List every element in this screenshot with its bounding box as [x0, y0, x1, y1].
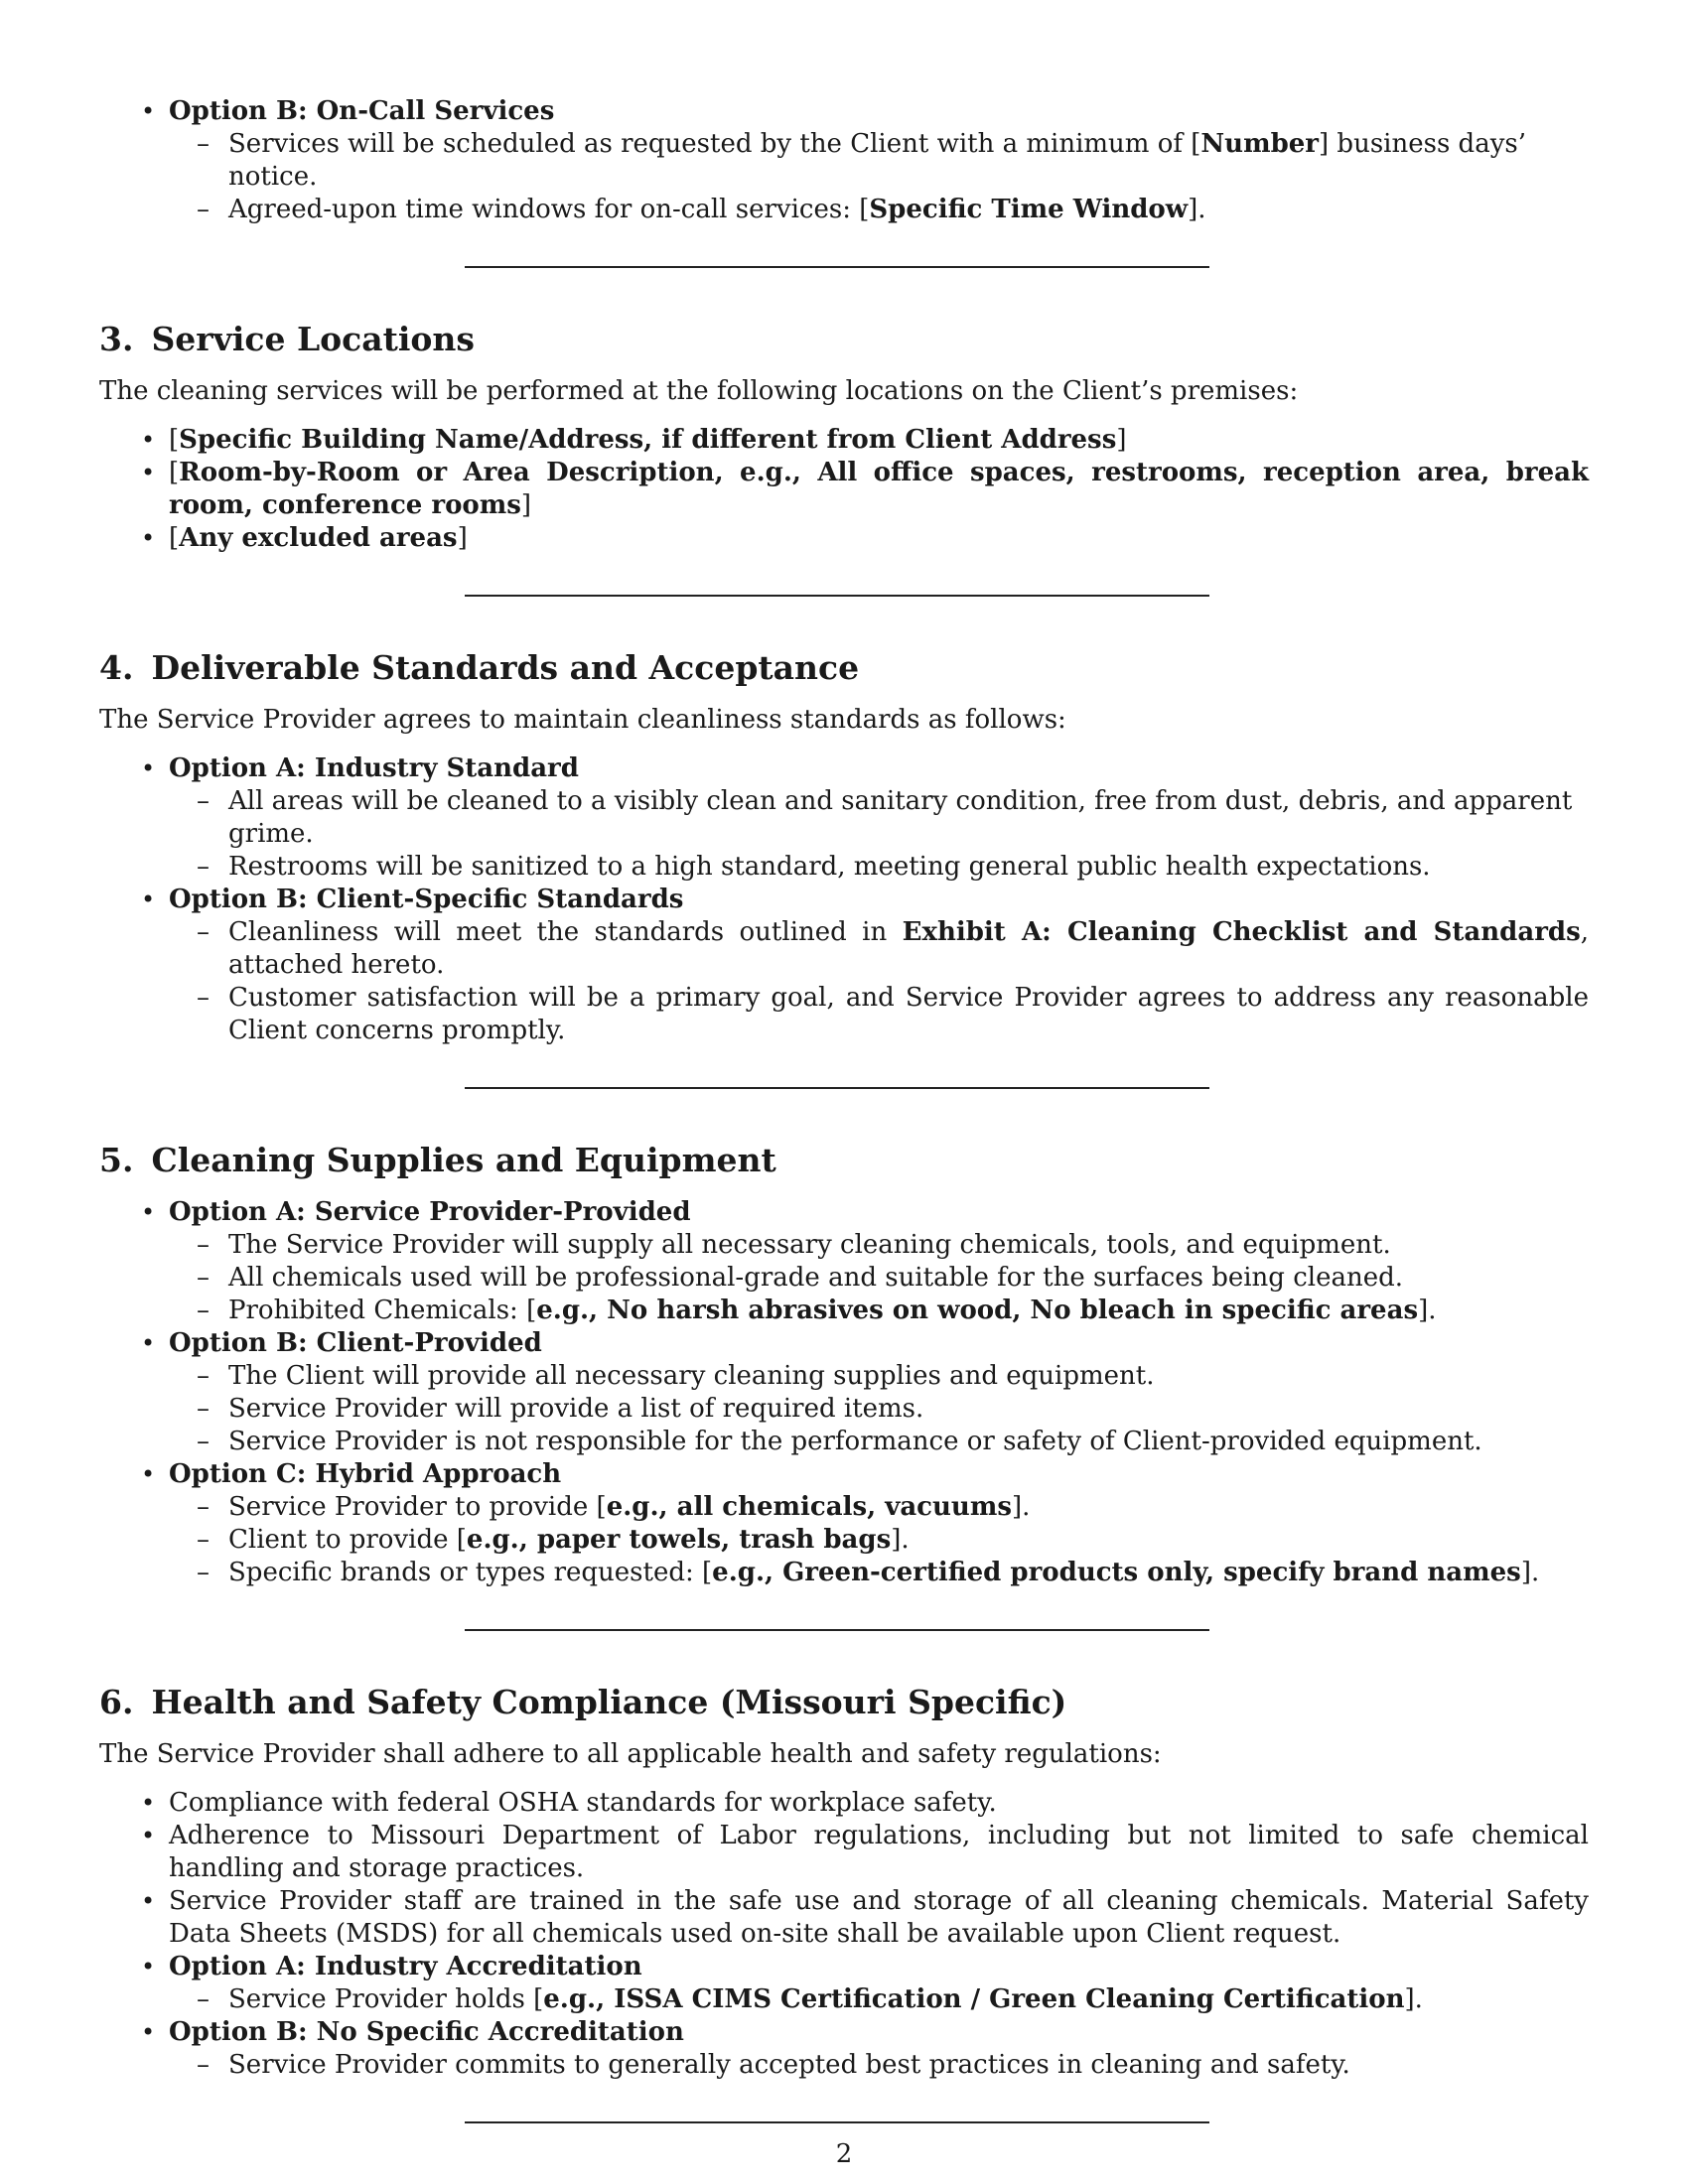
safety-item — [99, 1885, 1589, 1951]
text: ] — [520, 490, 532, 520]
option-title: Option B: Client-Provided — [169, 1328, 542, 1358]
text: Restrooms will be sanitized to a high standard, meeting general public health expectations. — [228, 852, 1431, 882]
safety-item — [99, 1787, 1589, 1820]
text: Cleanliness will meet the standards outlined in — [228, 917, 903, 947]
text: The Service Provider will supply all necessary cleaning chemicals, tools, and equipment. — [228, 1230, 1391, 1260]
sub-item — [169, 916, 1589, 982]
sub-item — [169, 2049, 1589, 2082]
bullet-icon: • — [141, 1329, 156, 1357]
text: [ — [169, 425, 180, 455]
section-heading — [99, 320, 1589, 359]
sub-item — [169, 1229, 1589, 1262]
section-number: 3. — [99, 320, 134, 358]
option-title: Option B: Client-Specific Standards — [169, 885, 684, 914]
placeholder-text: e.g., all chemicals, vacuums — [606, 1492, 1012, 1522]
sub-item — [169, 1983, 1589, 2016]
sub-item — [169, 1295, 1589, 1327]
option-title: Option A: Industry Accreditation — [169, 1952, 642, 1981]
text: ]. — [1418, 1296, 1437, 1325]
section-heading — [99, 1141, 1589, 1180]
safety-item — [99, 1820, 1589, 1885]
location-item — [99, 457, 1589, 522]
option-item — [99, 1196, 1589, 1327]
option-item — [99, 1951, 1589, 2016]
option-item — [99, 752, 1589, 884]
section-title: Health and Safety Compliance (Missouri Specific) — [151, 1683, 1067, 1721]
bullet-icon: • — [141, 459, 156, 486]
text: Prohibited Chemicals: [ — [228, 1296, 537, 1325]
dash-icon: – — [197, 1427, 210, 1456]
dash-icon: – — [197, 1525, 210, 1555]
dash-icon: – — [197, 1230, 210, 1260]
bullet-icon: • — [141, 524, 156, 552]
sub-item — [169, 1393, 1589, 1426]
text: Customer satisfaction will be a primary goal, and Service Provider agrees to address any reasonable Client concerns promptly. — [228, 983, 1589, 1045]
location-item — [99, 522, 1589, 555]
placeholder-text: Room-by-Room or Area Description, e.g., All office spaces, restrooms, reception area, break room, conference rooms — [169, 458, 1589, 520]
text: ]. — [1520, 1558, 1540, 1587]
sub-list — [169, 128, 1589, 226]
option-item — [99, 1458, 1589, 1589]
dash-icon: – — [197, 1394, 210, 1424]
sub-list — [169, 916, 1589, 1047]
dash-icon: – — [197, 983, 210, 1013]
text: Service Provider staff are trained in the safe use and storage of all cleaning chemicals. Material Safety Data Sheets (MSDS) for all chemicals used on-site shall be available upon Client request. — [169, 1886, 1589, 1949]
placeholder-text: Specific Time Window — [869, 195, 1189, 224]
bullet-icon: • — [141, 1460, 156, 1488]
text: Service Provider commits to generally accepted best practices in cleaning and safety. — [228, 2050, 1350, 2080]
option-item — [99, 884, 1589, 1047]
section-intro: The Service Provider agrees to maintain cleanliness standards as follows: — [99, 705, 1066, 735]
section-heading — [99, 1683, 1589, 1722]
placeholder-text: e.g., Green-certified products only, specify brand names — [712, 1558, 1521, 1587]
sub-item — [169, 785, 1589, 851]
text: Services will be scheduled as requested by the Client with a minimum of [ — [228, 129, 1201, 159]
dash-icon: – — [197, 1492, 210, 1522]
dash-icon: – — [197, 1984, 210, 2014]
bullet-icon: • — [141, 886, 156, 913]
option-item — [99, 1327, 1589, 1458]
text: All chemicals used will be professional-grade and suitable for the surfaces being cleaned. — [228, 1263, 1403, 1293]
option-item — [99, 2016, 1589, 2082]
option-title: Option C: Hybrid Approach — [169, 1459, 562, 1489]
sub-item — [169, 1524, 1589, 1557]
section-title: Deliverable Standards and Acceptance — [151, 648, 860, 687]
section-divider — [465, 266, 1209, 268]
text: Client to provide [ — [228, 1525, 467, 1555]
section-heading — [99, 648, 1589, 688]
text: All areas will be cleaned to a visibly clean and sanitary condition, free from dust, debris, and apparent grime. — [228, 786, 1573, 849]
text: Service Provider holds [ — [228, 1984, 544, 2014]
sub-list — [169, 785, 1589, 884]
sub-list — [169, 1229, 1589, 1327]
placeholder-text: e.g., paper towels, trash bags — [466, 1525, 892, 1555]
dash-icon: – — [197, 1263, 210, 1293]
dash-icon: – — [197, 129, 210, 159]
safety-list — [99, 1787, 1589, 2082]
placeholder-text: Specific Building Name/Address, if different from Client Address — [179, 425, 1117, 455]
text: Service Provider to provide [ — [228, 1492, 607, 1522]
sub-item — [169, 851, 1589, 884]
text: The Client will provide all necessary cleaning supplies and equipment. — [228, 1361, 1155, 1391]
placeholder-text: Any excluded areas — [179, 523, 458, 553]
bullet-icon: • — [141, 426, 156, 454]
text: ]. — [1011, 1492, 1031, 1522]
section-divider — [465, 1087, 1209, 1089]
page-number: 2 — [835, 2139, 853, 2169]
text: [ — [169, 458, 180, 487]
section-title: Service Locations — [151, 320, 476, 358]
text: Specific brands or types requested: [ — [228, 1558, 713, 1587]
bullet-icon: • — [141, 1789, 156, 1817]
option-item — [99, 95, 1589, 226]
bullet-icon: • — [141, 2018, 156, 2046]
standards-option-list — [99, 752, 1589, 1047]
dash-icon: – — [197, 1296, 210, 1325]
sub-item — [169, 1262, 1589, 1295]
section-title: Cleaning Supplies and Equipment — [151, 1141, 776, 1179]
text: Service Provider will provide a list of required items. — [228, 1394, 924, 1424]
placeholder-text: e.g., ISSA CIMS Certification / Green Cleaning Certification — [543, 1984, 1405, 2014]
text: Service Provider is not responsible for the performance or safety of Client-provided equipment. — [228, 1427, 1482, 1456]
option-title: Option B: No Specific Accreditation — [169, 2017, 684, 2047]
location-list — [99, 424, 1589, 555]
text: [ — [169, 523, 180, 553]
option-title: Option B: On-Call Services — [169, 96, 555, 126]
sub-item — [169, 982, 1589, 1047]
section2-option-list — [99, 95, 1589, 226]
section-divider — [465, 2121, 1209, 2123]
sub-list — [169, 1983, 1589, 2016]
bullet-icon: • — [141, 1198, 156, 1226]
dash-icon: – — [197, 1558, 210, 1587]
dash-icon: – — [197, 852, 210, 882]
text: ] — [457, 523, 468, 553]
dash-icon: – — [197, 917, 210, 947]
dash-icon: – — [197, 2050, 210, 2080]
dash-icon: – — [197, 786, 210, 816]
sub-item — [169, 1360, 1589, 1393]
sub-item — [169, 194, 1589, 226]
section-divider — [465, 1629, 1209, 1631]
text: Agreed-upon time windows for on-call services: [ — [228, 195, 870, 224]
text: ]. — [891, 1525, 910, 1555]
sub-item — [169, 1491, 1589, 1524]
sub-list — [169, 2049, 1589, 2082]
text: Compliance with federal OSHA standards for workplace safety. — [169, 1788, 997, 1818]
sub-list — [169, 1360, 1589, 1458]
option-title: Option A: Service Provider-Provided — [169, 1197, 691, 1227]
text: Adherence to Missouri Department of Labor regulations, including but not limited to safe chemical handling and storage practices. — [169, 1821, 1589, 1883]
text: ] business days’ notice. — [228, 129, 1526, 192]
section-number: 6. — [99, 1683, 134, 1721]
option-title: Option A: Industry Standard — [169, 753, 579, 783]
section-intro: The Service Provider shall adhere to all applicable health and safety regulations: — [99, 1739, 1162, 1769]
sub-list — [169, 1491, 1589, 1589]
text: , attached hereto. — [228, 917, 1589, 980]
sub-item — [169, 1426, 1589, 1458]
bullet-icon: • — [141, 97, 156, 125]
sub-item — [169, 1557, 1589, 1589]
section-number: 5. — [99, 1141, 134, 1179]
supplies-option-list — [99, 1196, 1589, 1589]
text: ] — [1116, 425, 1127, 455]
text: ]. — [1188, 195, 1206, 224]
bullet-icon: • — [141, 1953, 156, 1980]
document-page — [99, 95, 1589, 2175]
section-number: 4. — [99, 648, 134, 687]
placeholder-text: Number — [1200, 129, 1320, 159]
text: ]. — [1404, 1984, 1423, 2014]
bullet-icon: • — [141, 1822, 156, 1849]
section-intro: The cleaning services will be performed at the following locations on the Client’s premises: — [99, 376, 1299, 406]
placeholder-text: e.g., No harsh abrasives on wood, No bleach in specific areas — [536, 1296, 1419, 1325]
dash-icon: – — [197, 195, 210, 224]
bullet-icon: • — [141, 1887, 156, 1915]
section-divider — [465, 595, 1209, 597]
sub-item — [169, 128, 1589, 194]
bullet-icon: • — [141, 754, 156, 782]
location-item — [99, 424, 1589, 457]
exhibit-reference: Exhibit A: Cleaning Checklist and Standards — [902, 917, 1581, 947]
dash-icon: – — [197, 1361, 210, 1391]
